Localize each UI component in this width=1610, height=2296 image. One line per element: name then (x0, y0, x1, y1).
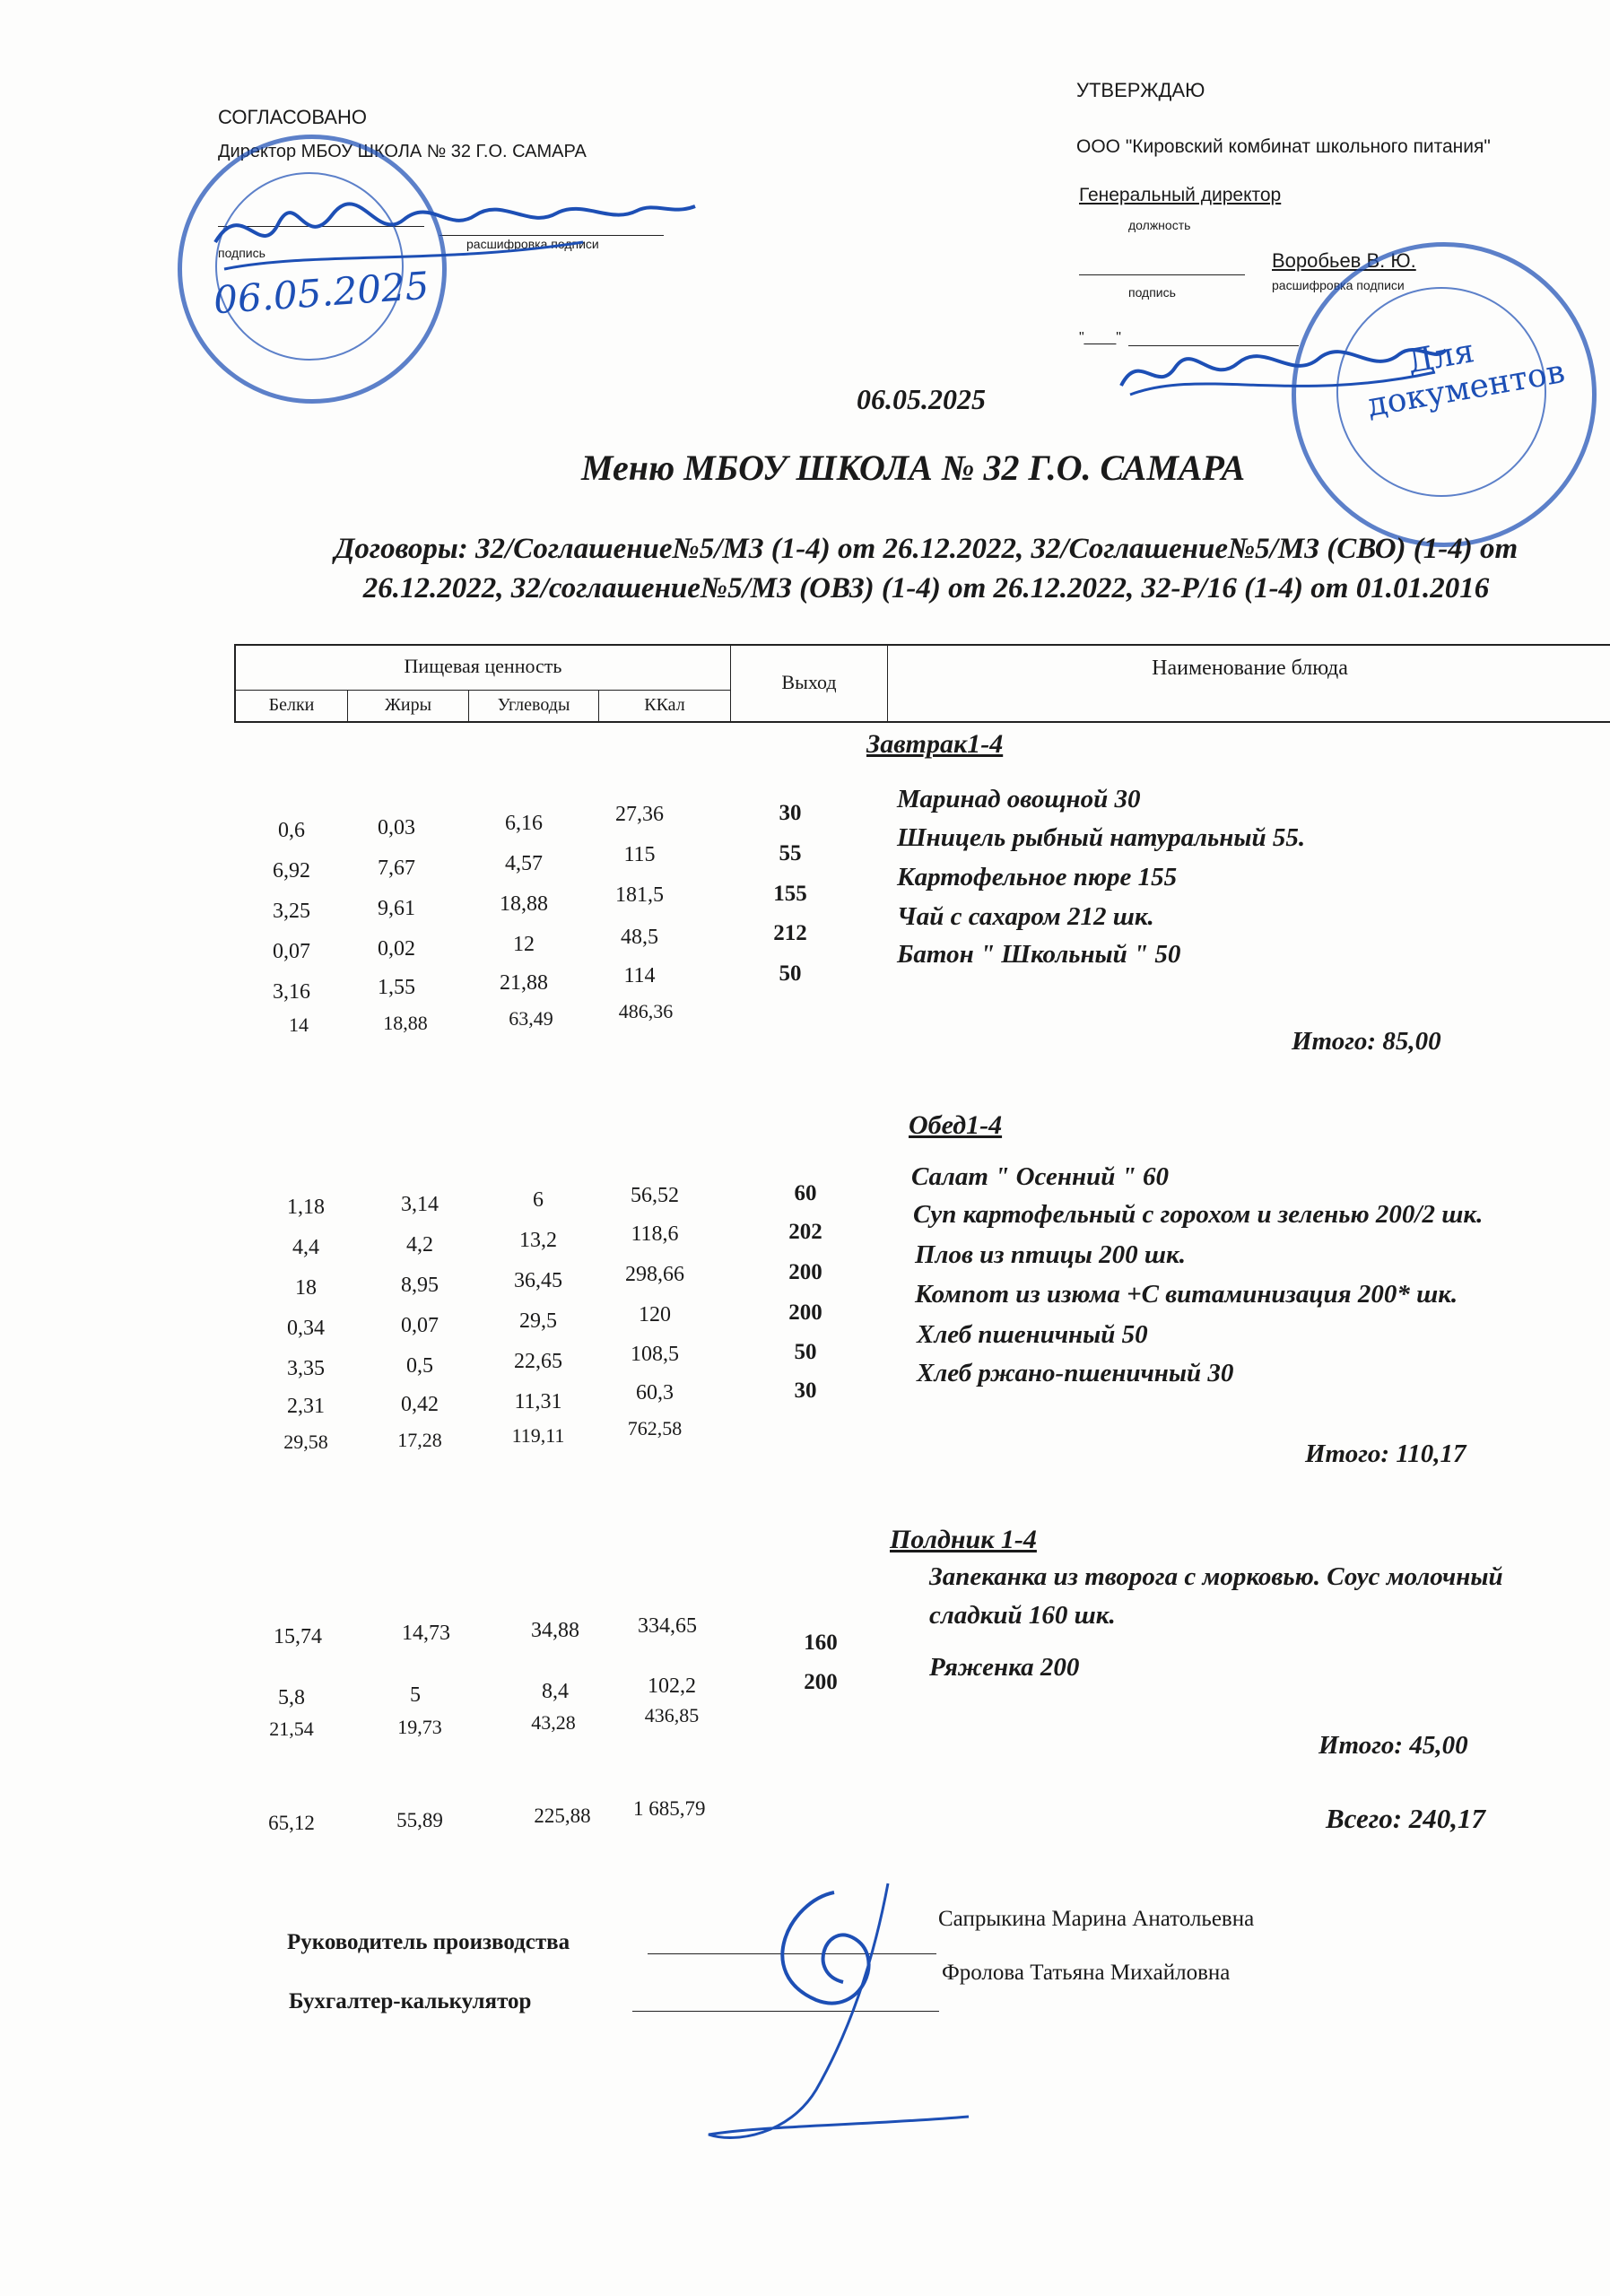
cell-fats: 14,73 (402, 1622, 450, 1645)
cell-carbs: 11,31 (514, 1390, 562, 1413)
dish-name: Картофельное пюре 155 (897, 863, 1178, 891)
cell-proteins: 5,8 (278, 1686, 305, 1709)
cell-proteins: 1,18 (287, 1196, 325, 1219)
cell-kcal: 60,3 (636, 1381, 674, 1405)
dish-name: Батон " Школьный " 50 (897, 940, 1181, 969)
cell-yield: 160 (804, 1631, 838, 1655)
cell-carbs: 6,16 (505, 812, 543, 835)
dish-name: Салат " Осенний " 60 (911, 1162, 1169, 1191)
cell-fats: 5 (410, 1683, 421, 1707)
cell-proteins: 3,16 (273, 980, 310, 1004)
grand-carbs: 225,88 (534, 1805, 591, 1827)
section-title-lunch: Обед1-4 (909, 1110, 1003, 1140)
sum-carbs: 119,11 (511, 1424, 565, 1447)
cell-yield: 60 (794, 1181, 817, 1205)
cell-kcal: 118,6 (631, 1222, 679, 1246)
cell-yield: 202 (788, 1220, 822, 1244)
contracts-block (242, 529, 1610, 608)
cell-yield: 200 (788, 1300, 822, 1325)
header-yield: Выход (731, 646, 888, 721)
approver-signature (1112, 314, 1453, 413)
cell-carbs: 4,57 (505, 852, 543, 875)
approved-position: Генеральный директор (1079, 185, 1282, 205)
cell-fats: 0,02 (378, 937, 415, 961)
cell-proteins: 4,4 (292, 1236, 319, 1259)
cell-kcal: 114 (623, 964, 656, 987)
agreed-title: СОГЛАСОВАНО (218, 106, 367, 128)
cell-carbs: 12 (513, 933, 535, 956)
grand-fats: 55,89 (396, 1809, 443, 1831)
contracts-line-2: 26.12.2022, 32/соглашение№5/МЗ (ОВЗ) (1-4) от 26.12.2022, 32-Р/16 (1-4) от 01.01.2016 (362, 572, 1490, 604)
grand-kcal: 1 685,79 (633, 1797, 706, 1820)
cell-proteins: 15,74 (274, 1625, 322, 1648)
cell-proteins: 0,6 (278, 819, 305, 842)
cell-yield: 155 (773, 882, 807, 906)
menu-title: Меню МБОУ ШКОЛА № 32 Г.О. САМАРА (581, 448, 1246, 488)
cell-yield: 55 (779, 841, 802, 865)
cell-proteins: 0,34 (287, 1317, 325, 1340)
cell-proteins: 3,25 (273, 900, 310, 923)
grand-total: Всего: 240,17 (1326, 1803, 1486, 1834)
sum-fats: 18,88 (383, 1012, 428, 1034)
agreed-decode-label: расшифровка подписи (466, 237, 599, 251)
cell-fats: 0,07 (401, 1314, 439, 1337)
dish-name: Хлеб ржано-пшеничный 30 (917, 1359, 1234, 1387)
snack-total: Итого: 45,00 (1318, 1731, 1468, 1760)
cell-yield: 30 (794, 1378, 817, 1403)
approved-title: УТВЕРЖДАЮ (1076, 79, 1205, 101)
accountant-name: Фролова Татьяна Михайловна (942, 1961, 1231, 1985)
cell-fats: 3,14 (401, 1193, 439, 1216)
header-nutrition: Пищевая ценность (236, 646, 731, 691)
cell-kcal: 298,66 (625, 1263, 684, 1286)
cell-yield: 30 (779, 801, 802, 825)
approved-date-blank: "____" (1079, 330, 1121, 345)
approved-decode-label: расшифровка подписи (1272, 278, 1405, 292)
cell-carbs: 18,88 (500, 892, 548, 916)
cell-carbs: 13,2 (519, 1229, 557, 1252)
sum-carbs: 63,49 (509, 1007, 553, 1030)
cell-kcal: 334,65 (638, 1614, 697, 1638)
cell-yield: 200 (804, 1670, 838, 1694)
head-of-production-label: Руководитель производства (287, 1930, 570, 1954)
breakfast-total: Итого: 85,00 (1292, 1027, 1441, 1056)
dish-name: Ряженка 200 (929, 1653, 1080, 1682)
header-fats: Жиры (348, 691, 469, 721)
cell-fats: 8,95 (401, 1274, 439, 1297)
lunch-total: Итого: 110,17 (1305, 1439, 1466, 1468)
cell-carbs: 6 (533, 1188, 544, 1212)
cell-carbs: 8,4 (542, 1680, 569, 1703)
cell-kcal: 181,5 (615, 883, 664, 907)
section-title-snack: Полдник 1-4 (890, 1525, 1037, 1554)
cell-carbs: 36,45 (514, 1269, 562, 1292)
cell-proteins: 0,07 (273, 940, 310, 963)
cell-kcal: 27,36 (615, 803, 664, 826)
approved-sign-label: подпись (1128, 285, 1176, 300)
sum-kcal: 762,58 (627, 1417, 683, 1439)
sum-proteins: 29,58 (283, 1431, 328, 1453)
director-signature (206, 179, 709, 287)
cell-kcal: 56,52 (631, 1184, 679, 1207)
menu-table-header (234, 644, 1610, 723)
cell-fats: 0,5 (406, 1354, 433, 1378)
sum-kcal: 486,36 (618, 1000, 674, 1022)
cell-fats: 0,42 (401, 1393, 439, 1416)
cell-kcal: 48,5 (621, 926, 658, 949)
production-head-signature (682, 1866, 987, 2161)
cell-proteins: 2,31 (287, 1395, 325, 1418)
approved-org: ООО "Кировский комбинат школьного питания" (1076, 136, 1491, 157)
company-seal-text: Для документов (1364, 333, 1568, 425)
sum-kcal: 436,85 (644, 1704, 700, 1726)
cell-yield: 50 (779, 961, 802, 986)
dish-name: Маринад овощной 30 (897, 785, 1141, 813)
cell-yield: 200 (788, 1260, 822, 1284)
cell-fats: 4,2 (406, 1233, 433, 1257)
dish-name: Суп картофельный с горохом и зеленью 200/2 шк. (913, 1200, 1484, 1229)
agreed-sign-label: подпись (218, 246, 265, 260)
dish-name: Запеканка из творога с морковью. Соус молочный (929, 1562, 1503, 1591)
section-title-breakfast: Завтрак1-4 (866, 729, 1004, 759)
agreed-position: Директор МБОУ ШКОЛА № 32 Г.О. САМАРА (218, 142, 587, 161)
dish-name: Хлеб пшеничный 50 (917, 1320, 1148, 1349)
contracts-line-1: Договоры: 32/Соглашение№5/МЗ (1-4) от 26.12.2022, 32/Соглашение№5/МЗ (СВО) (1-4) от (334, 533, 1519, 565)
cell-kcal: 120 (639, 1303, 671, 1326)
cell-proteins: 3,35 (287, 1357, 325, 1380)
sum-carbs: 43,28 (531, 1711, 576, 1734)
sum-proteins: 21,54 (269, 1718, 314, 1740)
cell-carbs: 29,5 (519, 1309, 557, 1333)
cell-kcal: 102,2 (648, 1674, 696, 1698)
cell-fats: 1,55 (378, 976, 415, 999)
cell-yield: 212 (773, 921, 807, 945)
cell-carbs: 21,88 (500, 971, 548, 995)
menu-date: 06.05.2025 (857, 383, 986, 415)
sum-proteins: 14 (289, 1013, 309, 1036)
header-dish-name: Наименование блюда (1152, 657, 1348, 680)
approved-position-label: должность (1128, 218, 1191, 232)
dish-name: Плов из птицы 200 шк. (915, 1240, 1187, 1269)
cell-kcal: 108,5 (631, 1343, 679, 1366)
approved-name: Воробьев В. Ю. (1272, 249, 1416, 272)
cell-kcal: 115 (623, 843, 656, 866)
sum-fats: 19,73 (397, 1716, 442, 1738)
dish-name: Чай с сахаром 212 шк. (897, 902, 1154, 931)
cell-carbs: 22,65 (514, 1350, 562, 1373)
sum-fats: 17,28 (397, 1429, 442, 1451)
dish-name: Компот из изюма +С витаминизация 200* шк. (915, 1280, 1458, 1309)
agreed-handwritten-date: 06.05.2025 (212, 263, 431, 323)
cell-yield: 50 (794, 1340, 817, 1364)
cell-carbs: 34,88 (531, 1619, 579, 1642)
cell-fats: 0,03 (378, 816, 415, 839)
grand-proteins: 65,12 (268, 1812, 315, 1834)
header-proteins: Белки (236, 691, 348, 721)
dish-name-continued: сладкий 160 шк. (929, 1601, 1116, 1630)
header-carbs: Углеводы (469, 691, 599, 721)
cell-fats: 9,61 (378, 897, 415, 920)
dish-name: Шницель рыбный натуральный 55. (897, 823, 1306, 852)
cell-proteins: 6,92 (273, 859, 310, 883)
header-kcal: ККал (599, 691, 731, 721)
accountant-label: Бухгалтер-калькулятор (289, 1989, 532, 2013)
cell-proteins: 18 (295, 1276, 317, 1300)
cell-fats: 7,67 (378, 857, 415, 880)
approved-sign-line (1079, 274, 1245, 275)
head-of-production-name: Сапрыкина Марина Анатольевна (938, 1907, 1255, 1931)
